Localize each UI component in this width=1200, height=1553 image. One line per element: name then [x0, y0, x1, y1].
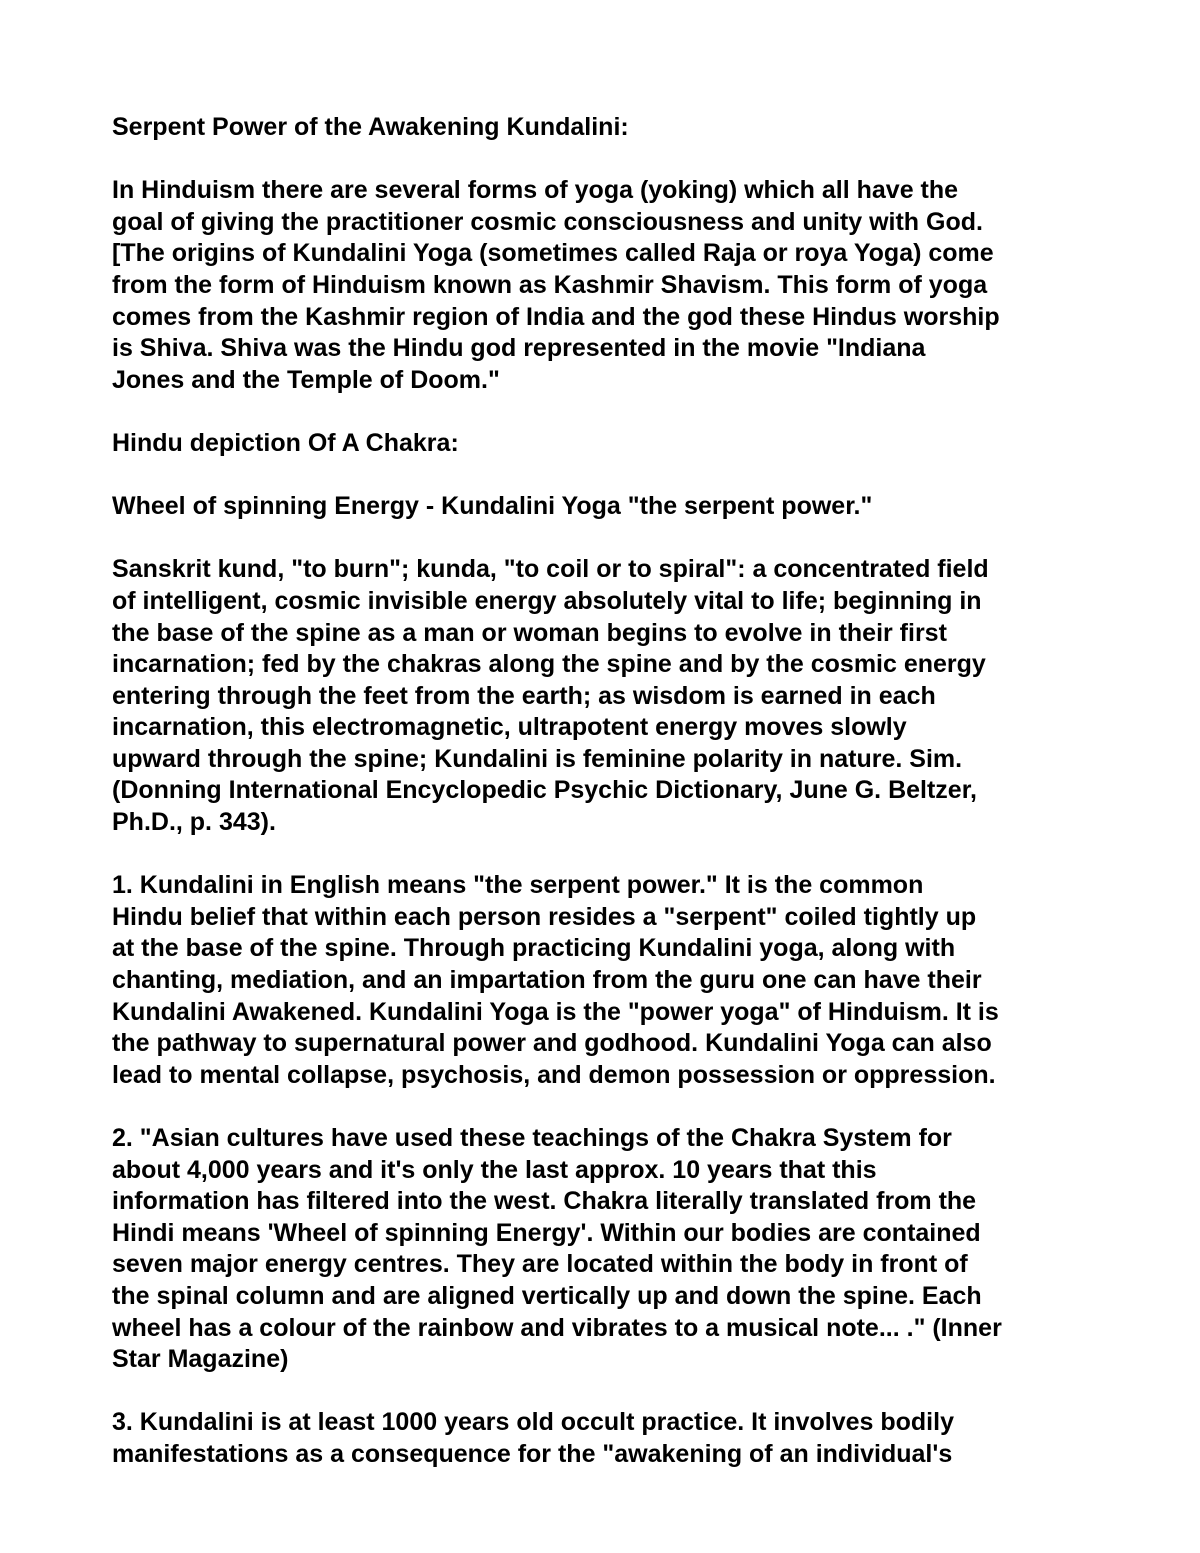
paragraph-intro: In Hinduism there are several forms of yoga (yoking) which all have the goal of giving the practitioner cosmic consciousness and unity with God. [The origins of Kundalini Yoga (sometimes called Raja or roya Yoga) come from the form of Hinduism known as Kashmir Shavism. This form of yoga comes from the Kashmir region of India and the god these Hindus worship is Shiva. Shiva was the Hindu god represented in the movie "Indiana Jones and the Temple of Doom.": [112, 176, 1000, 394]
paragraph-point-2: 2. "Asian cultures have used these teachings of the Chakra System for about 4,000 years and it's only the last approx. 10 years that this information has filtered into the west. Chakra literally translated from the Hindi means 'Wheel of spinning Energy'. Within our bodies are contained seven major energy centres. They are located within the body in front of the spinal column and are aligned vertically up and down the spine. Each wheel has a colour of the rainbow and vibrates to a musical note... ." (Inner Star Magazine): [112, 1124, 1002, 1374]
document-title: Serpent Power of the Awakening Kundalini:: [112, 113, 629, 141]
document-page: [112, 112, 1102, 1471]
paragraph-point-3: 3. Kundalini is at least 1000 years old occult practice. It involves bodily manifestations as a consequence for the "awakening of an individual's: [112, 1408, 954, 1468]
paragraph-point-1: 1. Kundalini in English means "the serpent power." It is the common Hindu belief that within each person resides a "serpent" coiled tightly up at the base of the spine. Through practicing Kundalini yoga, along with chanting, mediation, and an impartation from the guru one can have their Kundalini Awakened. Kundalini Yoga is the "power yoga" of Hinduism. It is the pathway to supernatural power and godhood. Kundalini Yoga can also lead to mental collapse, psychosis, and demon possession or oppression.: [112, 871, 999, 1089]
paragraph-wheel-heading: Wheel of spinning Energy - Kundalini Yoga "the serpent power.": [112, 492, 873, 521]
paragraph-chakra-heading: Hindu depiction Of A Chakra:: [112, 428, 459, 457]
paragraph-sanskrit-definition: Sanskrit kund, "to burn"; kunda, "to coil or to spiral": a concentrated field of intelligent, cosmic invisible energy absolutely vital to life; beginning in the base of the spine as a man or woman begins to evolve in their first incarnation; fed by the chakras along the spine and by the cosmic energy entering through the feet from the earth; as wisdom is earned in each incarnation, this electromagnetic, ultrapotent energy moves slowly upward through the spine; Kundalini is feminine polarity in nature. Sim. (Donning International Encyclopedic Psychic Dictionary, June G. Beltzer, Ph.D., p. 343).: [112, 555, 989, 837]
